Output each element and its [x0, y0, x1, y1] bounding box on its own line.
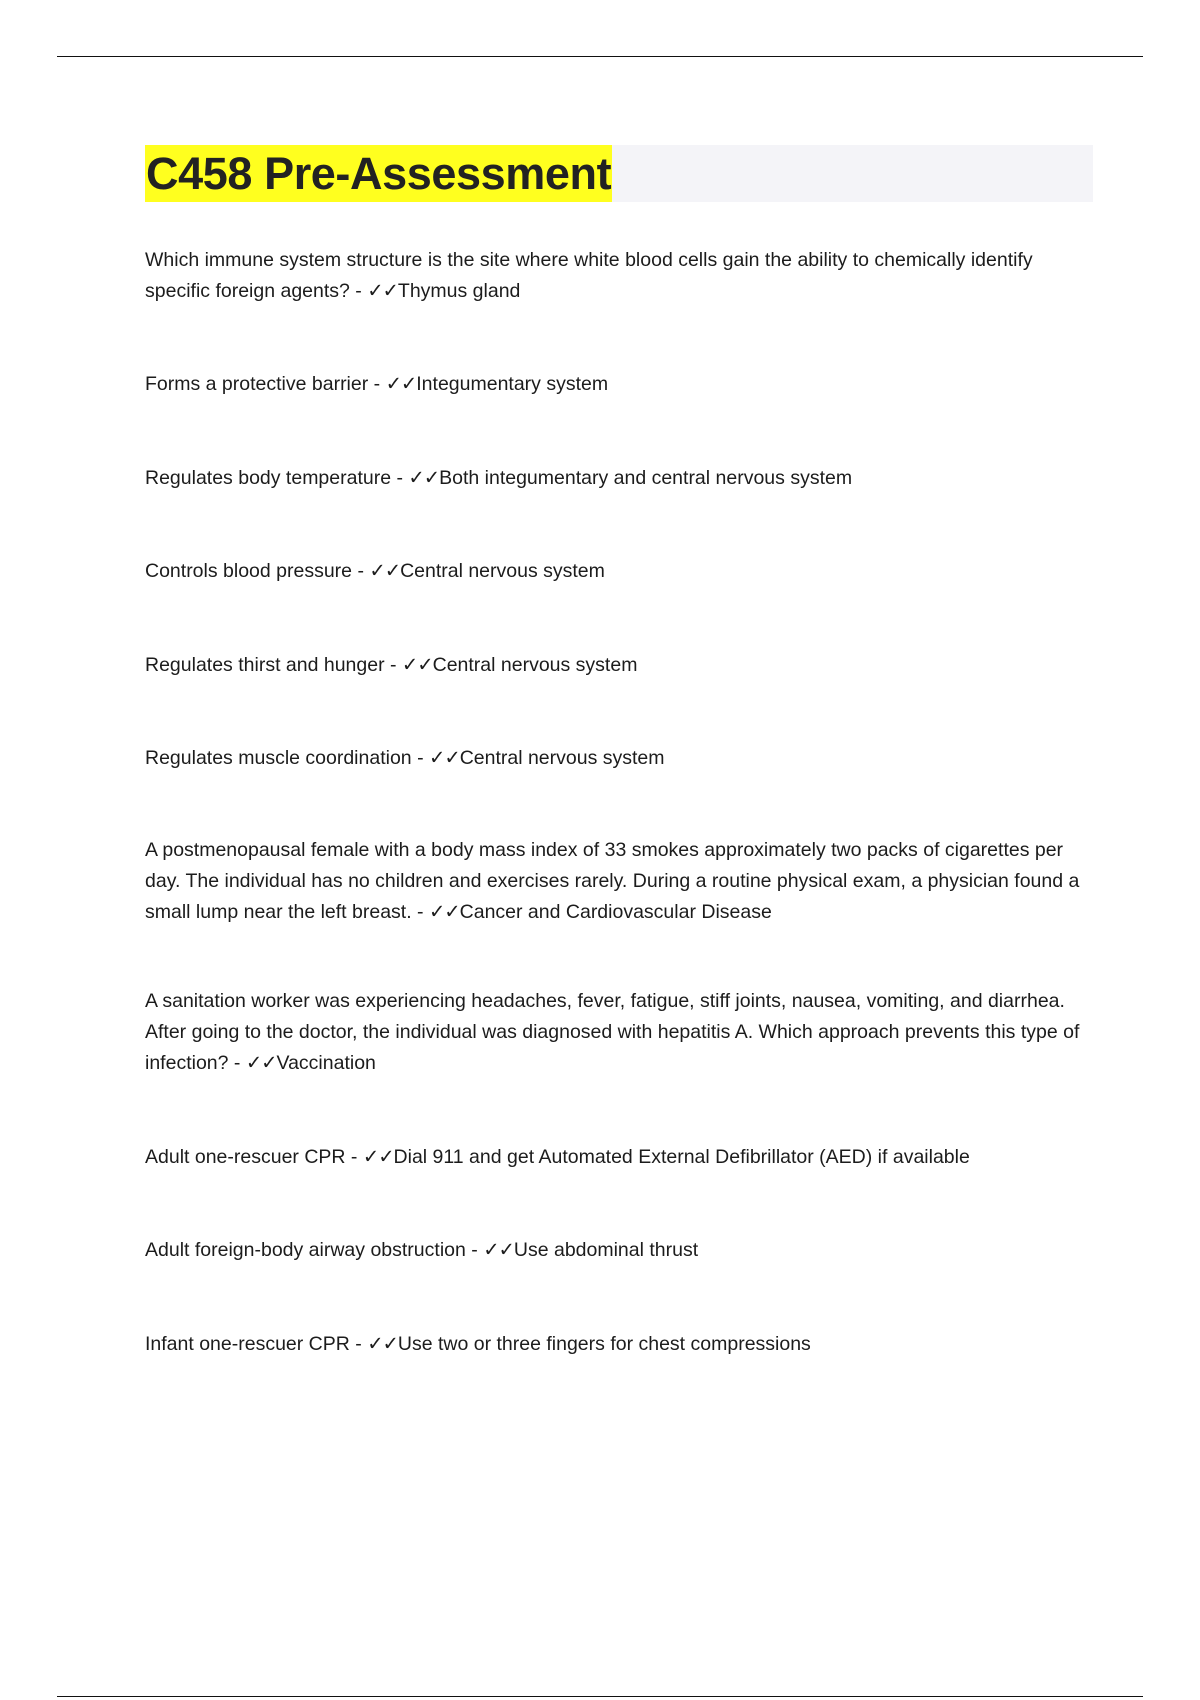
- check-mark-icon: ✓✓: [408, 467, 440, 489]
- answer-text: Central nervous system: [432, 654, 638, 676]
- qa-item: [145, 986, 1095, 1079]
- answer-text: Use abdominal thrust: [513, 1239, 699, 1261]
- separator: -: [368, 373, 386, 395]
- separator: -: [391, 467, 409, 489]
- qa-item: [145, 835, 1095, 928]
- check-mark-icon: ✓✓: [367, 280, 398, 302]
- qa-item: [145, 1329, 1095, 1360]
- qa-item: [145, 1235, 1095, 1266]
- question-text: Regulates thirst and hunger: [145, 654, 385, 676]
- check-mark-icon: ✓✓: [429, 747, 460, 769]
- answer-text: Integumentary system: [416, 373, 609, 395]
- answer-text: Use two or three fingers for chest compressions: [397, 1333, 811, 1355]
- qa-item: [145, 1142, 1095, 1173]
- separator: -: [349, 280, 368, 302]
- check-mark-icon: ✓✓: [369, 560, 401, 582]
- bottom-rule: [57, 1696, 1143, 1697]
- question-text: Regulates muscle coordination: [145, 747, 412, 769]
- question-text: Controls blood pressure: [145, 560, 353, 582]
- separator: -: [352, 560, 370, 582]
- answer-text: Dial 911 and get Automated External Defibrillator (AED) if available: [393, 1146, 970, 1168]
- check-mark-icon: ✓✓: [367, 1333, 398, 1355]
- check-mark-icon: ✓✓: [245, 1052, 277, 1074]
- question-text: Regulates body temperature: [145, 467, 392, 489]
- question-text: Forms a protective barrier: [145, 373, 369, 395]
- qa-item: [145, 245, 1095, 307]
- answer-text: Central nervous system: [400, 560, 605, 582]
- answer-text: Central nervous system: [459, 747, 665, 769]
- page-title: C458 Pre-Assessment: [145, 145, 612, 202]
- check-mark-icon: ✓✓: [483, 1239, 514, 1261]
- question-text: Infant one-rescuer CPR: [145, 1333, 350, 1355]
- check-mark-icon: ✓✓: [428, 901, 460, 923]
- check-mark-icon: ✓✓: [362, 1146, 394, 1168]
- separator: -: [228, 1052, 246, 1074]
- separator: -: [384, 654, 402, 676]
- check-mark-icon: ✓✓: [385, 373, 417, 395]
- qa-item: [145, 556, 1095, 587]
- answer-text: Thymus gland: [397, 280, 521, 302]
- separator: -: [411, 901, 429, 923]
- question-text: A sanitation worker was experiencing headaches, fever, fatigue, stiff joints, nausea, vomiting, and diarrhea. After going to the doctor, the individual was diagnosed with hepatitis A. Which approach prevents this type of infection?: [145, 990, 1080, 1074]
- separator: -: [349, 1333, 368, 1355]
- check-mark-icon: ✓✓: [401, 654, 433, 676]
- qa-item: [145, 463, 1095, 494]
- answer-text: Vaccination: [276, 1052, 376, 1074]
- qa-item: [145, 650, 1095, 681]
- answer-text: Cancer and Cardiovascular Disease: [459, 901, 772, 923]
- question-text: Which immune system structure is the site where white blood cells gain the ability to chemically identify specific foreign agents?: [145, 249, 1033, 302]
- separator: -: [411, 747, 429, 769]
- answer-text: Both integumentary and central nervous system: [439, 467, 853, 489]
- separator: -: [345, 1146, 363, 1168]
- separator: -: [465, 1239, 484, 1261]
- question-text: A postmenopausal female with a body mass index of 33 smokes approximately two packs of cigarettes per day. The individual has no children and exercises rarely. During a routine physical exam, a physician found a small lump near the left breast.: [145, 839, 1080, 923]
- question-text: Adult one-rescuer CPR: [145, 1146, 346, 1168]
- qa-item: [145, 369, 1095, 400]
- qa-list: [145, 245, 1095, 1360]
- question-text: Adult foreign-body airway obstruction: [145, 1239, 466, 1261]
- top-rule: [57, 56, 1143, 57]
- qa-item: [145, 743, 1095, 774]
